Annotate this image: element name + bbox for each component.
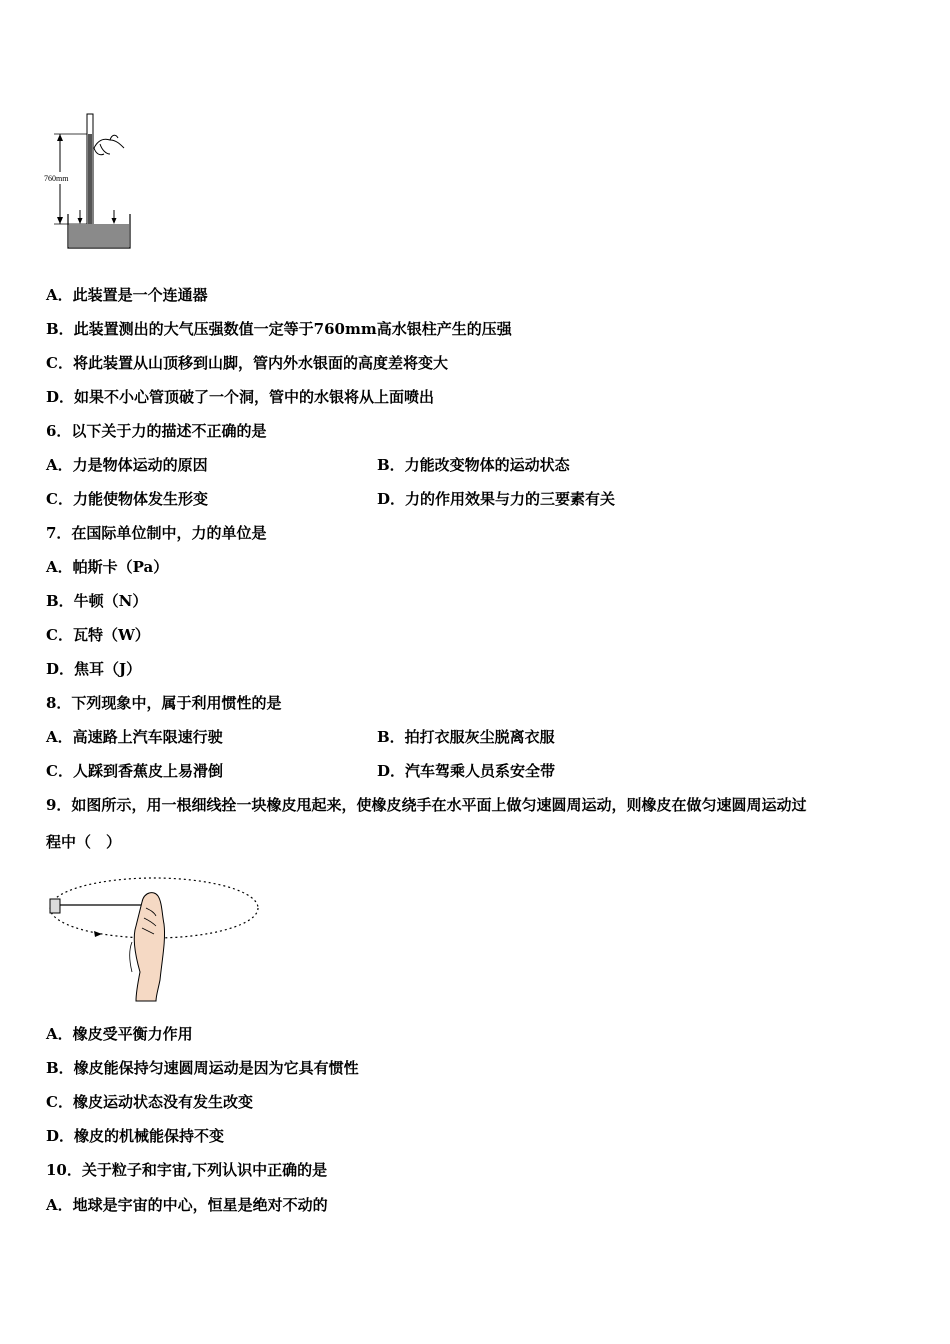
q9-stem-line1: 9．如图所示，用一根细线拴一块橡皮甩起来，使橡皮绕手在水平面上做匀速圆周运动，则橡皮在做匀速圆周运动过 <box>46 796 807 814</box>
q6-option-a: A．力是物体运动的原因 <box>46 456 208 474</box>
dimension-arrow-top <box>57 134 63 141</box>
q5-option-a: A．此装置是一个连通器 <box>46 286 208 304</box>
q9-option-c: C．橡皮运动状态没有发生改变 <box>46 1093 253 1111</box>
q6-option-c: C．力能使物体发生形变 <box>46 490 208 508</box>
q8-option-a: A．高速路上汽车限速行驶 <box>46 728 223 746</box>
q9-option-a: A．橡皮受平衡力作用 <box>46 1025 193 1043</box>
eraser <box>50 899 60 913</box>
q8-option-b: B．拍打衣服灰尘脱离衣服 <box>377 728 555 746</box>
q10-stem: 10．关于粒子和宇宙,下列认识中正确的是 <box>46 1161 328 1179</box>
q6-option-d: D．力的作用效果与力的三要素有关 <box>377 490 616 508</box>
q6-option-b: B．力能改变物体的运动状态 <box>377 456 570 474</box>
eraser-circle-figure <box>44 868 264 1003</box>
q5-option-b: B．此装置测出的大气压强数值一定等于760mm高水银柱产生的压强 <box>46 320 512 338</box>
q7-option-c: C．瓦特（W） <box>46 626 150 644</box>
q7-option-d: D．焦耳（J） <box>46 660 142 678</box>
q5-option-c: C．将此装置从山顶移到山脚，管内外水银面的高度差将变大 <box>46 354 448 372</box>
q9-stem-line2: 程中（ ） <box>46 833 122 851</box>
q9-option-d: D．橡皮的机械能保持不变 <box>46 1127 225 1145</box>
barometer-figure <box>40 110 135 255</box>
hand <box>134 893 164 1001</box>
q6-stem: 6．以下关于力的描述不正确的是 <box>46 422 267 440</box>
q9-option-b: B．橡皮能保持匀速圆周运动是因为它具有惯性 <box>46 1059 359 1077</box>
dimension-arrow-bottom <box>57 217 63 224</box>
q7-option-b: B．牛顿（N） <box>46 592 148 610</box>
q10-option-a: A．地球是宇宙的中心，恒星是绝对不动的 <box>46 1196 328 1214</box>
q5-option-d: D．如果不小心管顶破了一个洞，管中的水银将从上面喷出 <box>46 388 435 406</box>
q8-stem: 8．下列现象中，属于利用惯性的是 <box>46 694 282 712</box>
hand-sketch <box>94 135 124 155</box>
q7-stem: 7．在国际单位制中，力的单位是 <box>46 524 267 542</box>
q8-option-c: C．人踩到香蕉皮上易滑倒 <box>46 762 223 780</box>
q8-option-d: D．汽车驾乘人员系安全带 <box>377 762 556 780</box>
height-label: 760mm <box>44 174 69 183</box>
q7-option-a: A．帕斯卡（Pa） <box>46 558 169 576</box>
motion-arrow <box>94 931 102 937</box>
